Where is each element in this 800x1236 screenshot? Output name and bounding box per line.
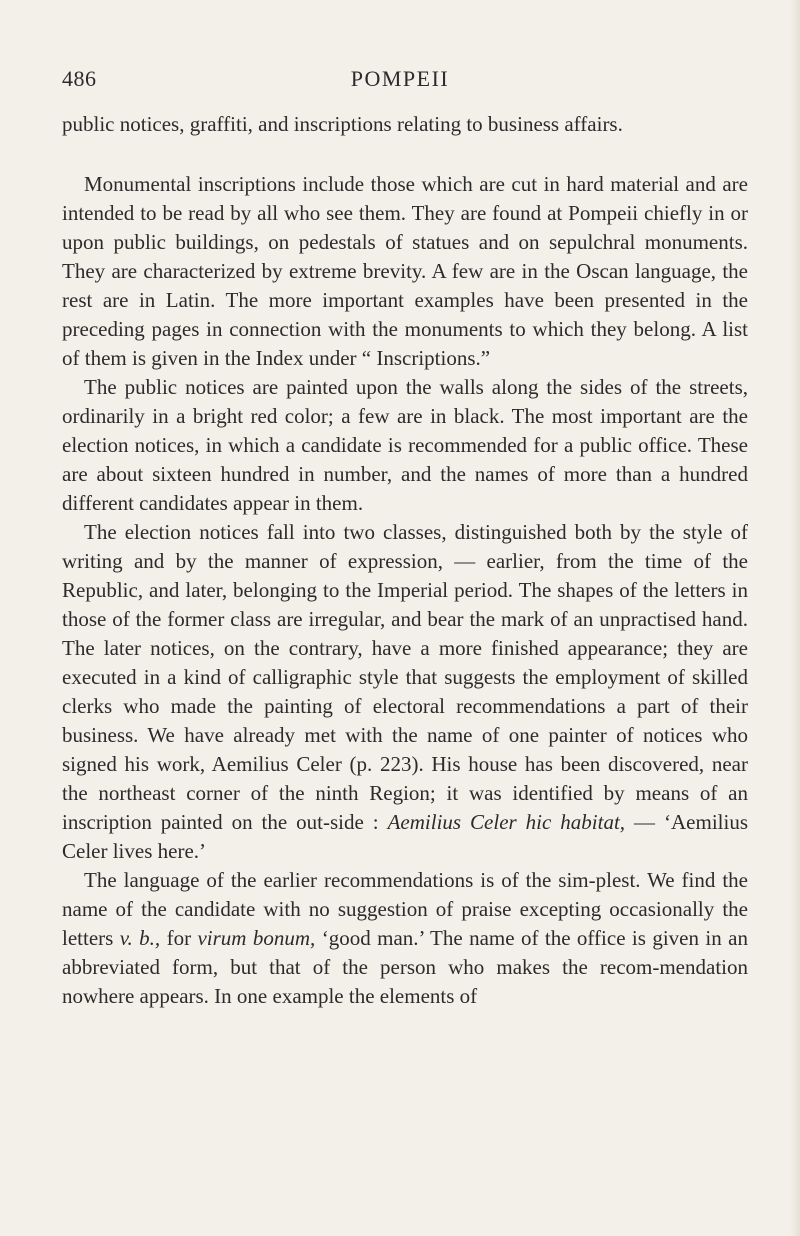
text-span: — ‘Aemilius Celer lives here.’: [62, 810, 748, 863]
body-text: [62, 110, 748, 1011]
text-span: The election notices fall into two classes, distinguished both by the style of writing and by the manner of expression, — earlier, from the time of the Republic, and later, belonging to the Imperial period. The shapes of the letters in those of the former class are irregular, and bear the mark of an unpractised hand. The later notices, on the contrary, have a more finished appearance; they are executed in a kind of calligraphic style that suggests the employment of skilled clerks who made the painting of electoral recommendations a part of their business. We have already met with the name of one painter of notices who signed his work, Aemilius Celer (p. 223). His house has been discovered, near the northeast corner of the ninth Region; it was identified by means of an inscription painted on the out-side :: [62, 520, 748, 834]
paragraph: [62, 110, 748, 139]
paragraph-gap: [62, 139, 748, 170]
page-header: [62, 66, 738, 94]
text-span: public notices, graffiti, and inscriptions relating to business affairs.: [62, 112, 623, 136]
paragraph: [62, 170, 748, 373]
paragraph: [62, 866, 748, 1011]
italic-abbreviation: v. b.,: [119, 926, 161, 950]
page-edge-shading: [790, 0, 800, 1236]
italic-latin-phrase: Aemilius Celer hic habitat,: [387, 810, 626, 834]
text-span: The language of the earlier recommendations is of the sim-plest. We find the name of the candidate with no suggestion of praise excepting occasionally the letters: [62, 868, 748, 950]
italic-latin-phrase: virum bonum,: [197, 926, 316, 950]
running-head: POMPEII: [350, 66, 450, 91]
text-span: ‘good man.’ The name of the office is given in an abbreviated form, but that of the person who makes the recom-mendation nowhere appears. In one example the elements of: [62, 926, 748, 1008]
text-span: The public notices are painted upon the walls along the sides of the streets, ordinarily in a bright red color; a few are in black. The most important are the election notices, in which a candidate is recommended for a public office. These are about sixteen hundred in number, and the names of more than a hundred different candidates appear in them.: [62, 375, 748, 515]
paragraph: [62, 373, 748, 518]
paragraph: [62, 518, 748, 866]
text-span: for: [160, 926, 198, 950]
text-span: Monumental inscriptions include those which are cut in hard material and are intended to be read by all who see them. They are found at Pompeii chiefly in or upon public buildings, on pedestals of statues and on sepulchral monuments. They are characterized by extreme brevity. A few are in the Oscan language, the rest are in Latin. The more important examples have been presented in the preceding pages in connection with the monuments to which they belong. A list of them is given in the Index under “ Inscriptions.”: [62, 172, 748, 370]
page-number: 486: [62, 66, 97, 91]
